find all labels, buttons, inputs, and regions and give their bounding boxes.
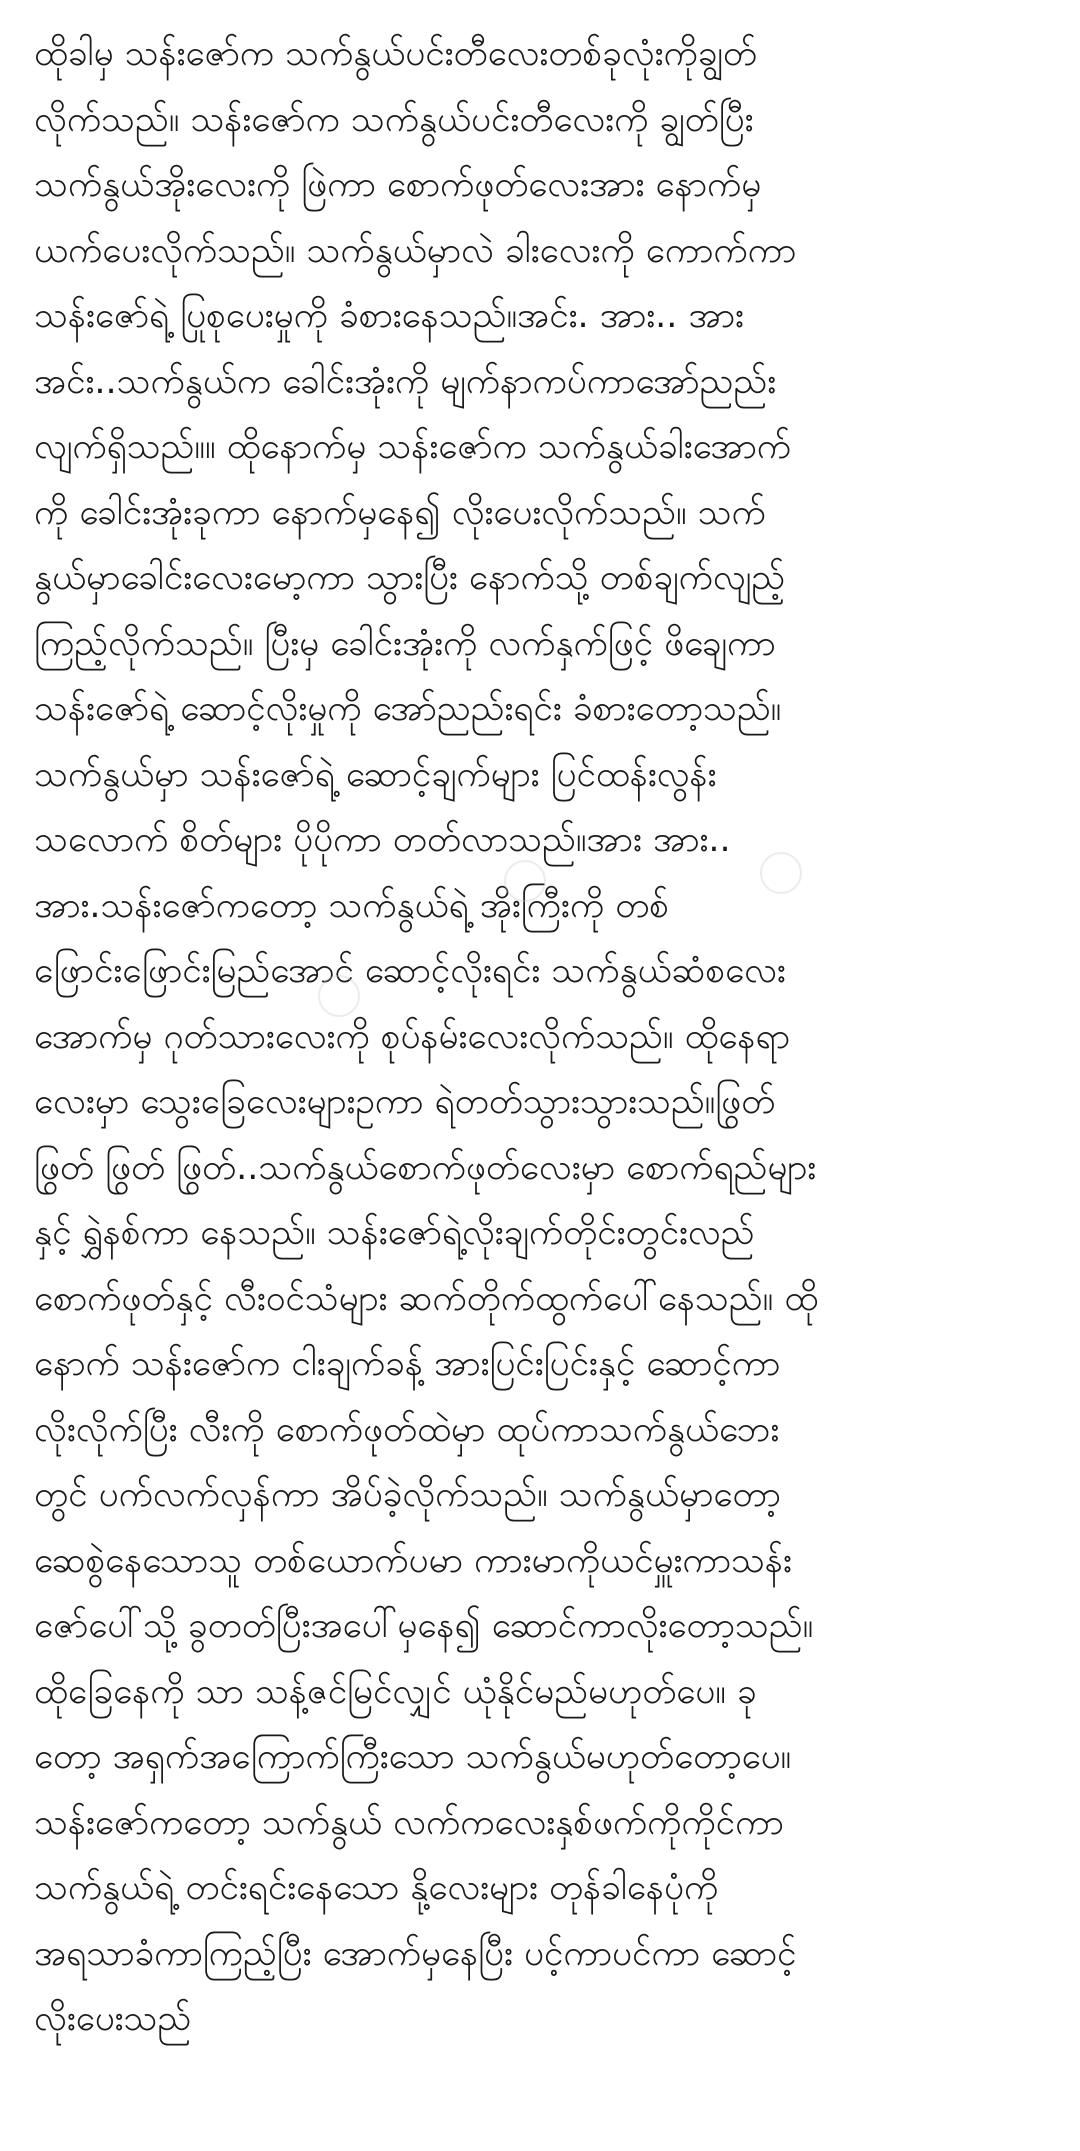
text-line: နောက် သန်းဇော်က ငါးချက်ခန့် အားပြင်းပြင်းနှင့် ဆောင့်ကာ <box>34 1344 781 1384</box>
text-line: စောက်ဖုတ်နှင့် လီးဝင်သံများ ဆက်တိုက်ထွက်ပေါ်နေသည်။ ထို <box>34 1278 819 1319</box>
watermark-ring <box>760 852 802 894</box>
text-line: ကြည့်လိုက်သည်။ ပြီးမှ ခေါင်းအုံးကို လက်နှက်ဖြင့် ဖိချေကာ <box>34 623 776 664</box>
text-line: ဖြွတ် ဖြွတ် ဖြွတ်..သက်နွယ်စောက်ဖုတ်လေးမှာ စောက်ရည်များ <box>34 1147 817 1188</box>
text-line: ထိုခြေနေကို သာ သန့်ဇင်မြင်လျှင် ယုံနိုင်မည်မဟုတ်ပေ။ ခု <box>34 1671 757 1712</box>
text-line: နှင့် ရွှဲနစ်ကာ နေသည်။ သန်းဇော်ရဲ့လိုးချက်တိုင်းတွင်းလည် <box>34 1213 755 1253</box>
text-line: လေးမှာ သွေးခြေလေးများဥကာ ရဲတတ်သွားသွားသည်။ဖြွတ် <box>34 1082 776 1122</box>
article-body <box>34 22 1046 2053</box>
text-line: လိုးလိုက်ပြီး လီးကို စောက်ဖုတ်ထဲမှာ ထုပ်ကာသက်နွယ်ဘေး <box>34 1409 780 1450</box>
text-line: သန်းဇော်ရဲ့ ပြုစုပေးမှုကို ခံစားနေသည်။အင်း. အား.. အား <box>34 296 744 336</box>
text-line: ဆေစွဲနေသောသူ တစ်ယောက်ပမာ ကားမာကိုယင်မှူးကာသန်း <box>34 1540 792 1581</box>
text-line: ကို ခေါင်းအုံးခုကာ နောက်မှနေ၍ လိုးပေးလိုက်သည်။ သက် <box>34 492 766 533</box>
text-line: ယက်ပေးလိုက်သည်။ သက်နွယ်မှာလဲ ခါးလေးကို ကောက်ကာ <box>34 230 797 271</box>
watermark-ring <box>504 860 546 902</box>
text-line: အရသာခံကာကြည့်ပြီး အောက်မှနေပြီး ပင့်ကာပင်ကာ ဆောင့် <box>34 1933 797 1974</box>
text-line: အင်း..သက်နွယ်က ခေါင်းအုံးကို မျက်နာကပ်ကာအော်ညည်း <box>34 361 777 402</box>
text-line: ဇော်ပေါ်သို့ ခွတတ်ပြီးအပေါ်မှနေ၍ ဆောင်ကာလိုးတော့သည်။ <box>34 1606 814 1646</box>
text-line: လိုက်သည်။ သန်းဇော်က သက်နွယ်ပင်းတီလေးကို ချွတ်ပြီး <box>34 99 754 140</box>
text-line: သန်းဇော်ကတော့ သက်နွယ် လက်ကလေးနှစ်ဖက်ကိုကိုင်ကာ <box>34 1802 784 1843</box>
text-line: သန်းဇော်ရဲ့ ဆောင့်လိုးမှုကို အော်ညည်းရင်း ခံစားတော့သည်။ <box>34 689 782 729</box>
text-line: တွင် ပက်လက်လှန်ကာ အိပ်ခဲ့လိုက်သည်။ သက်နွယ်မှာတော့ <box>34 1475 781 1515</box>
text-line: အား.သန်းဇော်ကတော့ သက်နွယ်ရဲ့ အိုးကြီးကို တစ် <box>34 885 669 926</box>
text-line: အောက်မှ ဂုတ်သားလေးကို စုပ်နမ်းလေးလိုက်သည်။ ထိုနေရာ <box>34 1016 791 1057</box>
text-line: သလောက် စိတ်များ ပိုပိုကာ တတ်လာသည်။အား အား.. <box>34 820 731 860</box>
text-line: သက်နွယ်အိုးလေးကို ဖြဲကာ စောက်ဖုတ်လေးအား နောက်မှ <box>34 165 762 205</box>
text-line: ထိုခါမှ သန်းဇော်က သက်နွယ်ပင်းတီလေးတစ်ခုလုံးကိုချွတ် <box>34 34 758 74</box>
text-line: သက်နွယ်ရဲ့ တင်းရင်းနေသော နို့လေးများ တုန်ခါနေပုံကို <box>34 1868 719 1908</box>
text-line: သက်နွယ်မှာ သန်းဇော်ရဲ့ ဆောင့်ချက်များ ပြင်ထန်းလွန်း <box>34 754 717 795</box>
text-line: နွယ်မှာခေါင်းလေးမော့ကာ သွားပြီး နောက်သို့ တစ်ချက်လျည့် <box>34 558 786 598</box>
text-line: ဖြောင်းဖြောင်းမြည်အောင် ဆောင့်လိုးရင်း သက်နွယ်ဆံစလေး <box>34 951 786 991</box>
watermark-ring <box>318 975 360 1017</box>
text-line: လျက်ရှိသည်။။ ထိုနောက်မှ သန်းဇော်က သက်နွယ်ခါးအောက် <box>34 427 791 467</box>
text-line: လိုးပေးသည် <box>34 1999 192 2039</box>
text-line: တော့ အရှက်အကြောက်ကြီးသော သက်နွယ်မဟုတ်တော့ပေ။ <box>34 1737 792 1777</box>
